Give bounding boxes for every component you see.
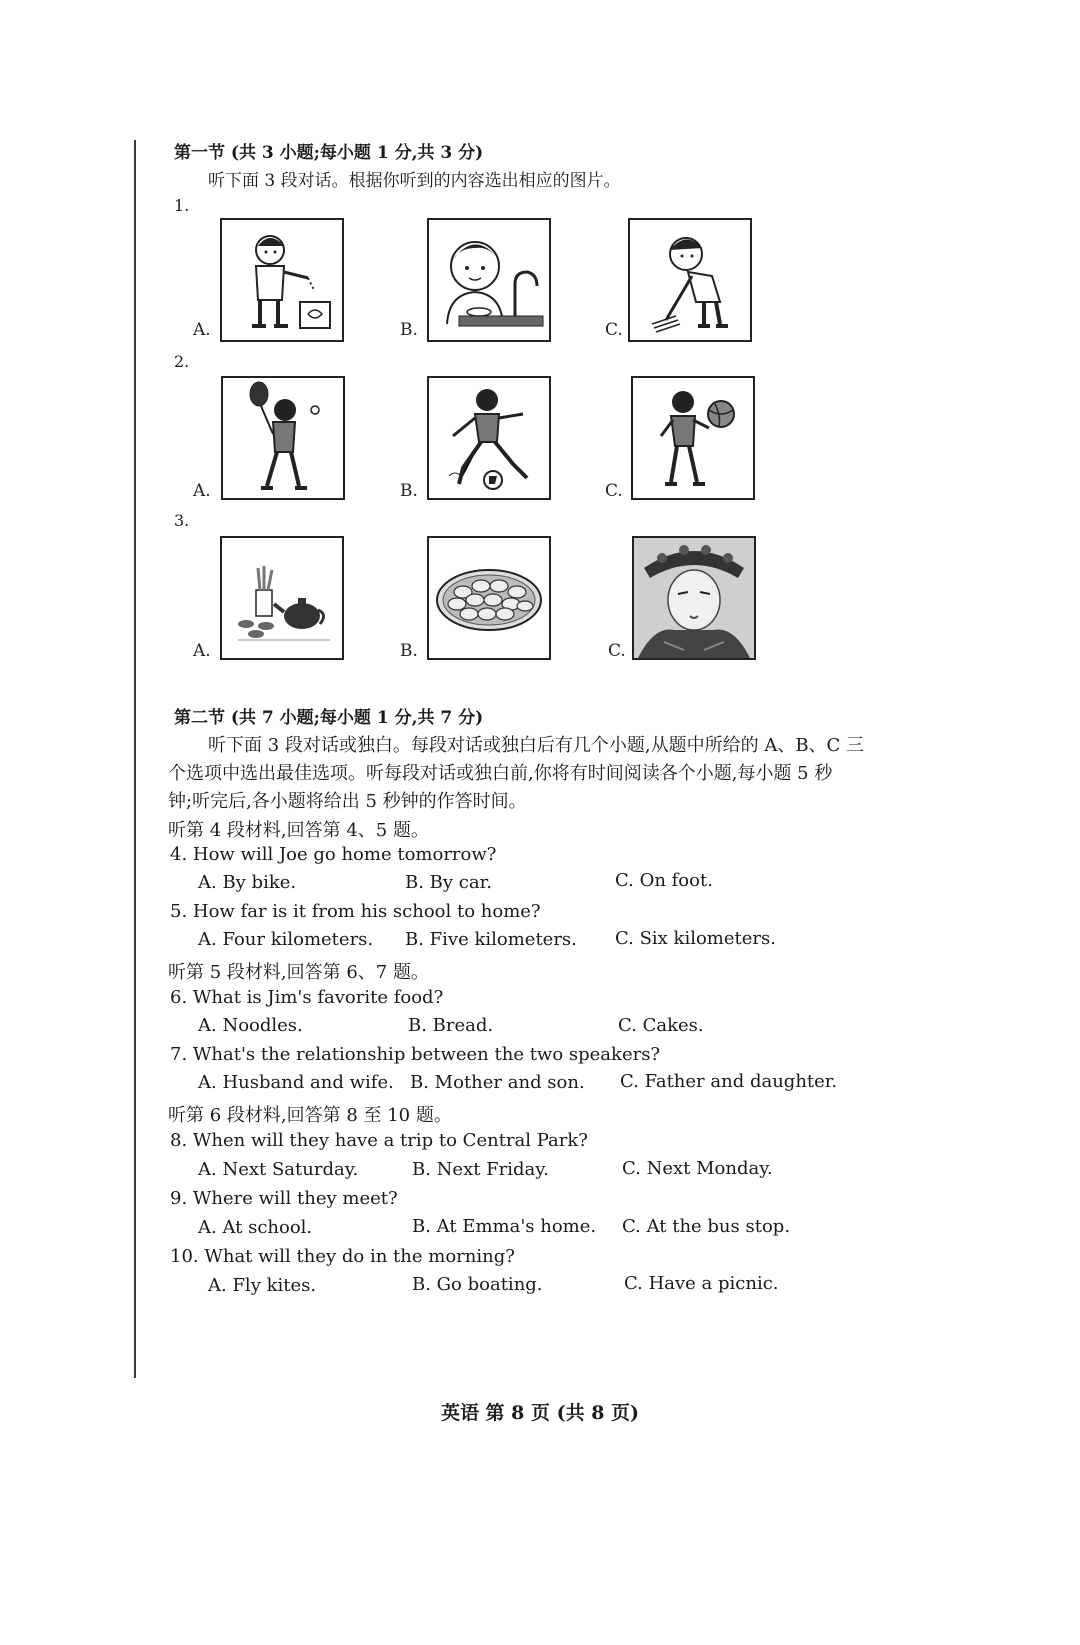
q2-option-c-label: C. [605, 481, 623, 501]
section2-instruction-line-3: 钟;听完后,各小题将给出 5 秒钟的作答时间。 [168, 791, 527, 812]
boy-playing-volleyball-icon[interactable] [631, 376, 755, 500]
q9-option-a[interactable]: A. At school. [198, 1217, 313, 1238]
section1-instruction: 听下面 3 段对话。根据你听到的内容选出相应的图片。 [208, 171, 621, 191]
q1-option-c-label: C. [605, 320, 623, 340]
q2-option-a-label: A. [193, 481, 211, 501]
boy-sweeping-floor-icon[interactable] [628, 218, 752, 342]
q6-option-b[interactable]: B. Bread. [408, 1015, 494, 1036]
material-5-note: 听第 5 段材料,回答第 6、7 题。 [168, 962, 429, 983]
q6-option-a[interactable]: A. Noodles. [198, 1015, 303, 1036]
dumplings-plate-icon[interactable] [427, 536, 551, 660]
q9-option-b[interactable]: B. At Emma's home. [412, 1216, 597, 1237]
material-6-note: 听第 6 段材料,回答第 8 至 10 题。 [168, 1105, 452, 1126]
section1-heading: 第一节 (共 3 小题;每小题 1 分,共 3 分) [174, 143, 484, 163]
question-number-2: 2. [174, 352, 190, 371]
q1-option-a-label: A. [193, 320, 211, 340]
question-6: 6. What is Jim's favorite food? [170, 987, 444, 1008]
section2-instruction-line-1: 听下面 3 段对话或独白。每段对话或独白后有几个小题,从题中所给的 A、B、C 三 [208, 735, 865, 756]
q10-option-c[interactable]: C. Have a picnic. [624, 1273, 779, 1294]
peking-opera-mask-icon[interactable] [632, 536, 756, 660]
q9-option-c[interactable]: C. At the bus stop. [622, 1216, 791, 1237]
question-number-1: 1. [174, 196, 190, 215]
boy-playing-tennis-icon[interactable] [221, 376, 345, 500]
q10-option-b[interactable]: B. Go boating. [412, 1274, 543, 1295]
boy-watering-plant-icon[interactable] [220, 218, 344, 342]
q4-option-b[interactable]: B. By car. [405, 872, 492, 893]
boy-playing-football-icon[interactable] [427, 376, 551, 500]
section2-heading: 第二节 (共 7 小题;每小题 1 分,共 7 分) [174, 708, 484, 728]
question-4: 4. How will Joe go home tomorrow? [170, 844, 497, 865]
q6-option-c[interactable]: C. Cakes. [618, 1015, 704, 1036]
q1-option-b-label: B. [400, 320, 418, 340]
boy-washing-dishes-icon[interactable] [427, 218, 551, 342]
page-footer: 英语 第 8 页 (共 8 页) [440, 1402, 640, 1424]
question-9: 9. Where will they meet? [170, 1188, 398, 1209]
q5-option-c[interactable]: C. Six kilometers. [615, 928, 776, 949]
question-5: 5. How far is it from his school to home? [170, 901, 541, 922]
q7-option-c[interactable]: C. Father and daughter. [620, 1071, 838, 1092]
question-10: 10. What will they do in the morning? [170, 1246, 515, 1267]
q5-option-a[interactable]: A. Four kilometers. [198, 929, 374, 950]
margin-rule [134, 140, 136, 1378]
q8-option-a[interactable]: A. Next Saturday. [198, 1159, 359, 1180]
q4-option-c[interactable]: C. On foot. [615, 870, 713, 891]
q3-option-c-label: C. [608, 641, 626, 661]
question-7: 7. What's the relationship between the two speakers? [170, 1044, 661, 1065]
section2-instruction-line-2: 个选项中选出最佳选项。听每段对话或独白前,你将有时间阅读各个小题,每小题 5 秒 [168, 763, 833, 784]
q3-option-a-label: A. [193, 641, 211, 661]
question-number-3: 3. [174, 511, 190, 530]
material-4-note: 听第 4 段材料,回答第 4、5 题。 [168, 820, 429, 841]
q5-option-b[interactable]: B. Five kilometers. [405, 929, 577, 950]
tea-set-icon[interactable] [220, 536, 344, 660]
q7-option-a[interactable]: A. Husband and wife. [198, 1072, 394, 1093]
q4-option-a[interactable]: A. By bike. [198, 872, 297, 893]
q2-option-b-label: B. [400, 481, 418, 501]
question-8: 8. When will they have a trip to Central Park? [170, 1130, 588, 1151]
q8-option-b[interactable]: B. Next Friday. [412, 1159, 549, 1180]
q7-option-b[interactable]: B. Mother and son. [410, 1072, 585, 1093]
q10-option-a[interactable]: A. Fly kites. [208, 1275, 317, 1296]
q3-option-b-label: B. [400, 641, 418, 661]
q8-option-c[interactable]: C. Next Monday. [622, 1158, 773, 1179]
